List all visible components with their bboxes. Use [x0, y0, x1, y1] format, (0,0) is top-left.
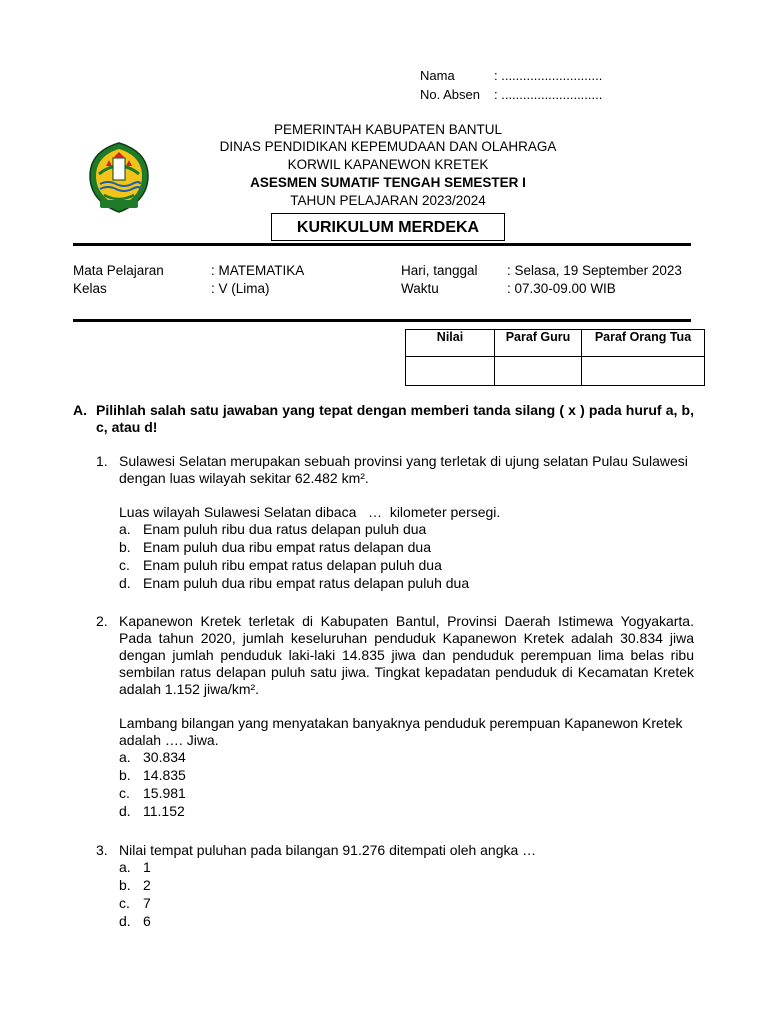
section-a-label: A. [73, 402, 87, 418]
option-b[interactable] [119, 767, 694, 785]
option-d[interactable] [119, 803, 694, 821]
question-number: 2. [96, 613, 108, 629]
score-table-header [406, 330, 705, 357]
score-cell-teacher-sign[interactable] [495, 357, 582, 386]
score-table [405, 329, 705, 386]
option-letter: b. [119, 539, 131, 555]
option-c[interactable] [119, 785, 694, 803]
info-divider [73, 319, 691, 322]
kurikulum-badge: KURIKULUM MERDEKA [271, 213, 505, 241]
option-a[interactable] [119, 521, 694, 539]
option-c[interactable] [119, 895, 694, 913]
option-a[interactable] [119, 859, 694, 877]
question-text: Kapanewon Kretek terletak di Kabupaten Bantul, Provinsi Daerah Istimewa Yogyakarta. Pada tahun 2020, jumlah keseluruhan penduduk Kapanewon Kretek adalah 30.834 jiwa dengan jumlah penduduk laki-laki 14.835 jiwa dan penduduk perempuan lima belas ribu sembilan ratus delapan puluh satu jiwa. Tingkat kepadatan penduduk di Kecamatan Kretek adalah 1.152 jiwa/km². [119, 613, 694, 697]
option-text: 6 [143, 913, 151, 929]
class-label: Kelas [73, 281, 107, 296]
score-cell-nilai[interactable] [406, 357, 495, 386]
absen-field[interactable]: : ............................ [494, 87, 603, 102]
question-text: Nilai tempat puluhan pada bilangan 91.276 ditempati oleh angka … [119, 842, 537, 858]
question-number: 1. [96, 453, 108, 469]
option-letter: d. [119, 575, 131, 591]
option-letter: c. [119, 785, 130, 801]
score-header-nilai: Nilai [406, 330, 495, 357]
option-letter: b. [119, 767, 131, 783]
option-text: 11.152 [143, 803, 185, 819]
option-c[interactable] [119, 557, 694, 575]
header-exam-title: ASESMEN SUMATIF TENGAH SEMESTER I [250, 175, 526, 190]
option-text: 2 [143, 877, 151, 893]
option-text: 15.981 [143, 785, 186, 801]
score-header-teacher-sign: Paraf Guru [495, 330, 582, 357]
question-text: Sulawesi Selatan merupakan sebuah provinsi yang terletak di ujung selatan Pulau Sulawesi dengan luas wilayah sekitar 62.482 km². [119, 453, 688, 486]
section-a-text: Pilihlah salah satu jawaban yang tepat dengan memberi tanda silang ( x ) pada huruf a, b, c, atau d! [96, 402, 694, 435]
option-letter: b. [119, 877, 131, 893]
option-text: Enam puluh ribu dua ratus delapan puluh dua [143, 521, 427, 537]
question-prompt: Lambang bilangan yang menyatakan banyaknya penduduk perempuan Kapanewon Kretek adalah …. Jiwa. [119, 715, 683, 748]
date-label: Hari, tanggal [401, 263, 478, 278]
option-b[interactable] [119, 877, 694, 895]
option-letter: a. [119, 749, 131, 765]
name-field[interactable]: : ............................ [494, 68, 603, 83]
option-letter: d. [119, 913, 131, 929]
header-divider [73, 243, 691, 246]
name-label: Nama [420, 68, 455, 83]
option-d[interactable] [119, 575, 694, 593]
option-text: 30.834 [143, 749, 186, 765]
header-school-year: TAHUN PELAJARAN 2023/2024 [290, 193, 486, 208]
option-text: 1 [143, 859, 151, 875]
option-b[interactable] [119, 539, 694, 557]
option-letter: a. [119, 859, 131, 875]
subject-value: : MATEMATIKA [211, 263, 305, 278]
header-office: DINAS PENDIDIKAN KEPEMUDAAN DAN OLAHRAGA [219, 139, 557, 154]
question-prompt: Luas wilayah Sulawesi Selatan dibaca … kilometer persegi. [119, 504, 501, 520]
option-text: Enam puluh ribu empat ratus delapan puluh dua [143, 557, 442, 573]
subject-label: Mata Pelajaran [73, 263, 164, 278]
question-number: 3. [96, 842, 108, 858]
date-value: : Selasa, 19 September 2023 [507, 263, 682, 278]
score-header-parent-sign: Paraf Orang Tua [582, 330, 705, 357]
header-government: PEMERINTAH KABUPATEN BANTUL [273, 122, 503, 137]
option-d[interactable] [119, 913, 694, 931]
option-text: 7 [143, 895, 151, 911]
option-letter: c. [119, 895, 130, 911]
score-table-row [406, 357, 705, 386]
option-letter: a. [119, 521, 131, 537]
time-label: Waktu [401, 281, 439, 296]
option-a[interactable] [119, 749, 694, 767]
option-letter: c. [119, 557, 130, 573]
time-value: : 07.30-09.00 WIB [507, 281, 616, 296]
header-korwil: KORWIL KAPANEWON KRETEK [287, 157, 489, 172]
absen-label: No. Absen [420, 87, 480, 102]
option-text: Enam puluh dua ribu empat ratus delapan puluh dua [143, 575, 470, 591]
score-cell-parent-sign[interactable] [582, 357, 705, 386]
option-text: 14.835 [143, 767, 186, 783]
option-text: Enam puluh dua ribu empat ratus delapan dua [143, 539, 431, 555]
class-value: : V (Lima) [211, 281, 270, 296]
option-letter: d. [119, 803, 131, 819]
